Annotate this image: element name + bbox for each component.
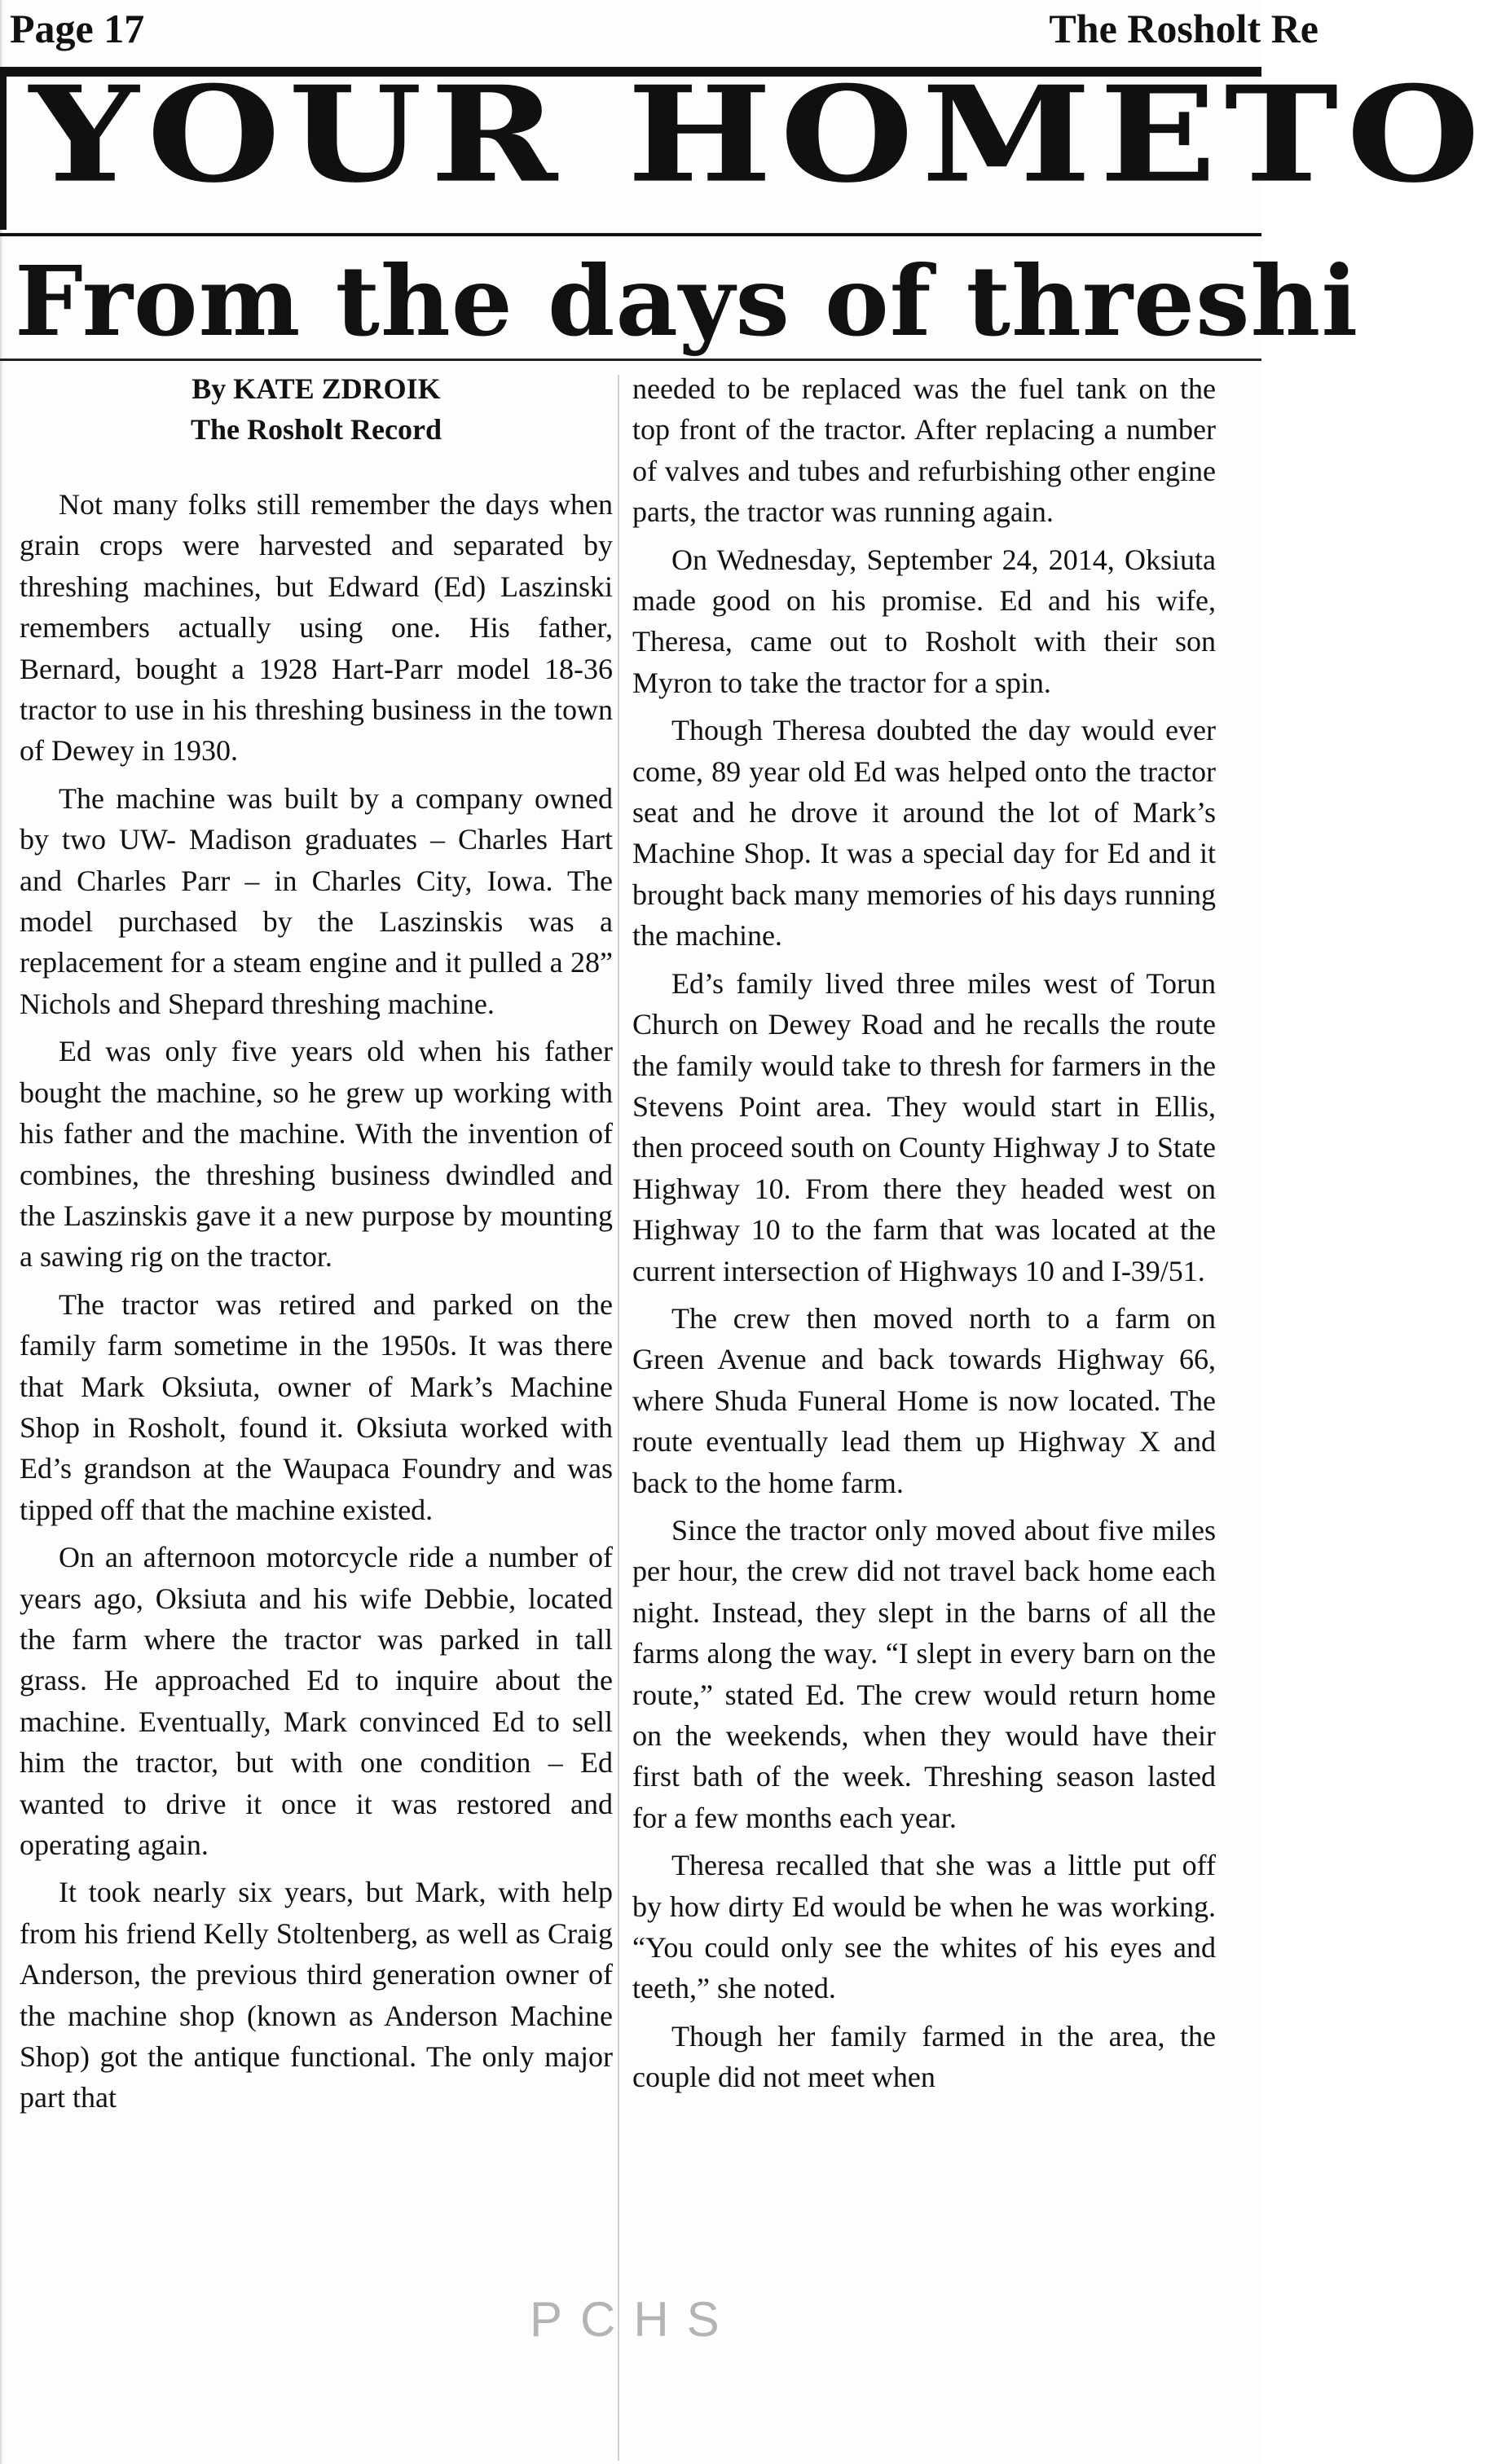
byline-author: By KATE ZDROIK (192, 372, 441, 405)
column-divider (618, 375, 619, 2461)
article-paragraph: The machine was built by a company owned by two UW- Madison graduates – Charles Hart and Charles Parr – in Charles City, Iowa. The model purchased by the Laszinskis was a replacement for a steam engine and it pulled a 28” Nichols and Shepard threshing machine. (20, 781, 613, 1020)
article-paragraph: Ed was only five years old when his father bought the machine, so he grew up working with his father and the machine. With the invention of combines, the threshing business dwindled and the Laszinskis gave it a new purpose by mounting a sawing rig on the tractor. (20, 1035, 613, 1274)
article-paragraph: Though her family farmed in the area, the couple did not meet when (632, 2019, 1216, 2094)
article-column-right (632, 368, 1216, 2098)
article-paragraph: The crew then moved north to a farm on Green Avenue and back towards Highway 66, where Shuda Funeral Home is now located. The route eventually lead them up Highway X and back to the home farm. (632, 1301, 1216, 1499)
publication-name: The Rosholt Re (1049, 6, 1319, 51)
article-paragraph: On an afternoon motorcycle ride a number of years ago, Oksiuta and his wife Debbie, located the farm where the tractor was parked in tall grass. He approached Ed to inquire about the machine. Eventually, Mark convinced Ed to sell him the tractor, but with one condition – Ed wanted to drive it once it was restored and operating again. (20, 1541, 613, 1861)
section-banner: YOUR HOMETO (29, 57, 1488, 213)
article-paragraph: On Wednesday, September 24, 2014, Oksiuta made good on his promise. Ed and his wife, Theresa, came out to Rosholt with their son Myron to take the tractor for a spin. (632, 543, 1216, 699)
article-paragraph: Theresa recalled that she was a little put off by how dirty Ed would be when he was working. “You could only see the whites of his eyes and teeth,” she noted. (632, 1849, 1216, 2005)
running-head (10, 5, 1319, 62)
byline-outlet: The Rosholt Record (191, 413, 442, 446)
page-number: Page 17 (10, 6, 145, 51)
article-paragraph: Though Theresa doubted the day would ever come, 89 year old Ed was helped onto the tractor seat and he drove it around the lot of Mark’s Machine Shop. It was a special day for Ed and it brought back many memories of his days running the machine. (632, 714, 1216, 953)
pchs-watermark: PCHS (530, 2292, 737, 2347)
byline-gap (20, 450, 613, 484)
article-paragraph: Ed’s family lived three miles west of Torun Church on Dewey Road and he recalls the route the family would take to thresh for farmers in the Stevens Point area. They would start in Ellis, then proceed south on County Highway J to State Highway 10. From there they headed west on Highway 10 to the farm that was located at the current intersection of Highways 10 and I-39/51. (632, 966, 1216, 1287)
article-column-left (20, 368, 613, 2119)
headline-rule (0, 359, 1261, 361)
article-paragraph-continued: needed to be replaced was the fuel tank on the top front of the tractor. After replacing a number of valves and tubes and refurbishing other engine parts, the tractor was running again. (632, 372, 1216, 529)
article-paragraph: Not many folks still remember the days when grain crops were harvested and separated by threshing machines, but Edward (Ed) Laszinski remembers actually using one. His father, Bernard, bought a 1928 Hart-Parr model 18-36 tractor to use in his threshing business in the town of Dewey in 1930. (20, 488, 613, 768)
article-paragraph: Since the tractor only moved about five miles per hour, the crew did not travel back home each night. Instead, they slept in the barns of all the farms along the way. “I slept in every barn on the route,” stated Ed. The crew would return home on the weekends, when they would have their first bath of the week. Threshing season lasted for a few months each year. (632, 1513, 1216, 1834)
article-paragraph: It took nearly six years, but Mark, with help from his friend Kelly Stoltenberg, as well as Craig Anderson, the previous third generation owner of the machine shop (known as Anderson Machine Shop) got the antique functional. The only major part that (20, 1876, 613, 2114)
scan-edge-shadow (0, 0, 3, 2464)
article-headline: From the days of threshi (15, 244, 1359, 358)
article-paragraph: The tractor was retired and parked on the family farm sometime in the 1950s. It was there that Mark Oksiuta, owner of Mark’s Machine Shop in Rosholt, found it. Oksiuta worked with Ed’s grandson at the Waupaca Foundry and was tipped off that the machine existed. (20, 1287, 613, 1526)
banner-rule (0, 233, 1261, 236)
